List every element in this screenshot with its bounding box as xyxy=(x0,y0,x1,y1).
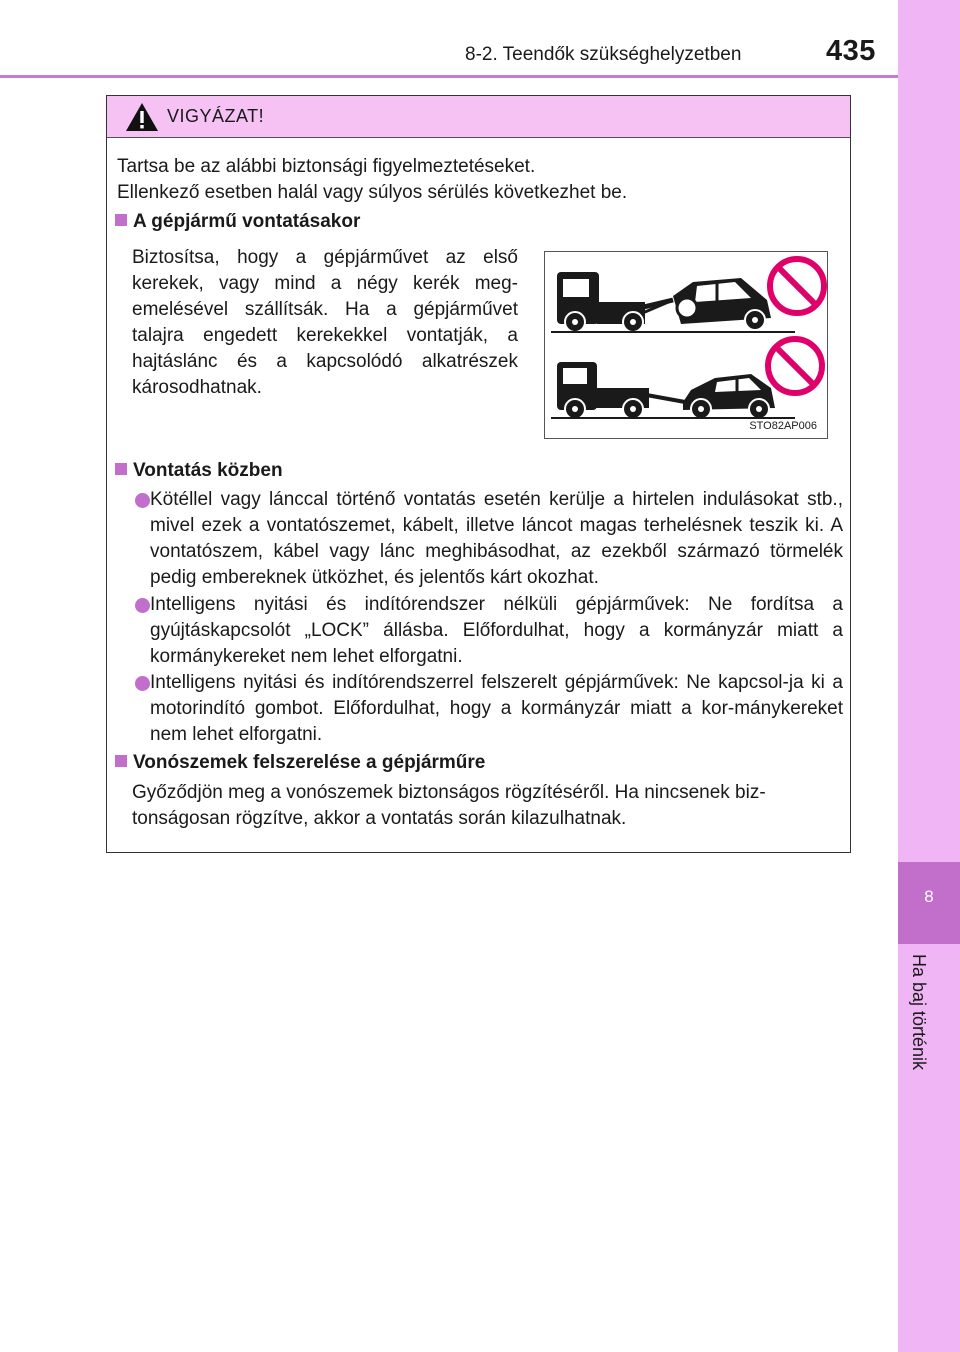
towing-diagram xyxy=(545,252,827,438)
section-title: 8-2. Teendők szükséghelyzetben xyxy=(465,44,742,65)
chapter-number: 8 xyxy=(898,862,960,944)
side-tab-top xyxy=(898,0,960,862)
warning-label: VIGYÁZAT! xyxy=(167,106,265,126)
square-bullet-icon xyxy=(115,214,127,226)
square-bullet-icon xyxy=(115,755,127,767)
intro-line-1: Tartsa be az alábbi biztonsági figyelmeztetéseket. xyxy=(117,156,536,177)
figure-code: STO82AP006 xyxy=(749,420,817,432)
tow-truck-bottom xyxy=(557,362,685,419)
intro-line-2: Ellenkező esetben halál vagy súlyos sérülés következhet be. xyxy=(117,182,628,203)
towing-text: Biztosítsa, hogy a gépjárművet az első kerekek, vagy mind a négy kerék meg-emelésével szállítsák. Ha a gépjárművet talajra engedett kerekekkel vontatják, a hajtáslánc és a kapcsolódó alkatrészek károsodhatnak. xyxy=(132,247,518,398)
square-bullet-icon xyxy=(115,463,127,475)
chapter-title: Ha baj történik xyxy=(909,954,929,1071)
round-bullet-icon xyxy=(135,493,150,508)
bullet-text-1: Kötéllel vagy lánccal történő vontatás esetén kerülje a hirtelen indulásokat stb., mivel ezek a vontatószemet, kábelt, illetve láncot magas terhelésnek teszik ki. A vontatószem, kábel vagy lánc meghibásodhat, az ezekből származó törmelék pedig embereknek ütközhet, és jelentős kárt okozhat. xyxy=(150,489,843,588)
section-heading-towing-eyelet xyxy=(115,752,485,774)
section-heading-towing xyxy=(115,211,360,233)
header-rule xyxy=(0,75,898,78)
section-heading-during-towing xyxy=(115,460,283,482)
warning-header xyxy=(107,96,850,138)
round-bullet-icon xyxy=(135,676,150,691)
bullet-text-2: Intelligens nyitási és indítórendszer nélküli gépjárművek: Ne fordítsa a gyújtáskapcsolót „LOCK” állásba. Előfordulhat, hogy a kormányzár miatt a kormánykereket nem lehet elforgatni. xyxy=(150,594,843,667)
heading-during-towing-text: Vontatás közben xyxy=(133,460,283,481)
page-number: 435 xyxy=(826,35,876,67)
towed-car-top xyxy=(673,278,771,330)
prohibition-icon xyxy=(770,259,824,313)
towed-car-bottom xyxy=(683,374,775,419)
tow-truck-top xyxy=(557,272,673,332)
warning-box xyxy=(106,95,851,853)
heading-towing-eyelet-text: Vonószemek felszerelése a gépjárműre xyxy=(133,752,486,773)
warning-triangle-icon xyxy=(125,102,159,132)
towing-eyelet-text: Győződjön meg a vonószemek biztonságos rögzítéséről. Ha nincsenek biz-tonságosan rögzítve, akkor a vontatás során kilazulhatnak. xyxy=(132,782,766,829)
round-bullet-icon xyxy=(135,598,150,613)
prohibition-icon xyxy=(768,339,822,393)
towing-illustration xyxy=(544,251,828,439)
heading-towing-text: A gépjármű vontatásakor xyxy=(133,211,361,232)
bullet-text-3: Intelligens nyitási és indítórendszerrel felszerelt gépjárművek: Ne kapcsol-ja ki a motorindító gombot. Előfordulhat, hogy a kormányzár miatt a kor-mánykereket nem lehet elforgatni. xyxy=(150,672,843,745)
